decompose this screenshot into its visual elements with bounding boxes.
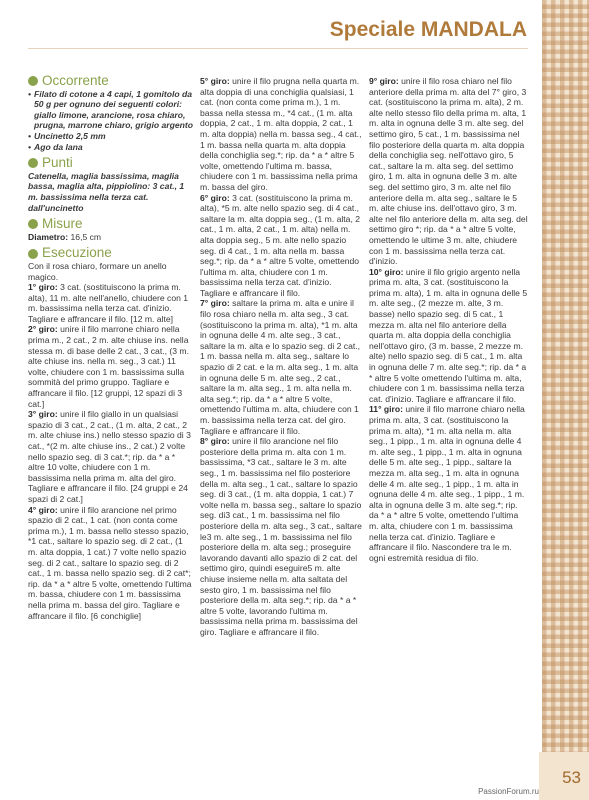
step-1: 1° giro: 3 cat. (sostituiscono la prima m. alta), 11 m. alte nell'anello, chiudere con 1 m. bassissima nella terza cat. d'inizio. Tagliare e affrancare il filo. [12 m. alte] (28, 282, 189, 324)
section-esecuzione (28, 245, 193, 261)
list-item: • Filato di cotone a 4 capi, 1 gomitolo da 50 g per ognuno dei seguenti colori: giallo limone, arancione, rosa chiaro, prugna, marrone chiaro, grigio argento (28, 89, 193, 131)
section-title: Punti (42, 155, 73, 171)
gingham-border (542, 0, 589, 800)
section-title: Occorrente (42, 73, 109, 88)
list-item: • Ago da lana (28, 142, 193, 153)
section-punti (28, 155, 193, 171)
intro-text: Con il rosa chiaro, formare un anello magico. (28, 260, 167, 282)
step-7: 7° giro: saltare la prima m. alta e unire il filo rosa chiaro nella m. alta seg., 3 cat. (sostituiscono la prima m. alta), *1 m. alta in ognuna delle 4 m. alte seg., 3 cat., saltare la m. alta e lo spazio seg. di 2 cat., 1 m. bassa nella m. alta seg., saltare lo spazio di 2 cat. e la m. alta seg., 1 m. alta in ognuna delle 5 m. alte seg., 2 cat., saltare la m. alta seg., 1 m. alta nella m. alta seg.*; rip. da * a * altre 5 volte, omettendo l'ultima m. alta, chiudere con 1 m. bassissima nella terza cat. del giro. Tagliare e affrancare il filo. (200, 298, 361, 436)
step-2: 2° giro: unire il filo marrone chiaro nella prima m., 2 cat., 2 m. alte chiuse ins. nella stessa m. di base delle 2 cat., 3 cat., (3 m. alte chiuse ins. nella m. seg., 3 cat.) 11 volte, chiudere con 1 m. bassissima sulla sommità del primo gruppo. Tagliare e affrancare il filo. [12 gruppi, 12 spazi di 3 cat.] (28, 324, 189, 409)
header-divider (28, 48, 528, 49)
step-5: 5° giro: unire il filo prugna nella quarta m. alta doppia di una conchiglia qualsiasi, 1 cat. (non conta come prima m.), 1 m. bassa nella stessa m., *4 cat., (1 m. alta doppia, 2 cat., 1 m. alta doppia, 2 cat., 1 m. alta doppia) nella m. bassa seg., 4 cat., 1 m. bassa nella quarta m. alta doppia della conchiglia seg.*; rip. da * a * altre 5 volte, omettendo l'ultima m. bassa, chiudere con 1 m. bassissima nella prima m. bassa del giro. (200, 76, 362, 192)
column-2 (200, 76, 362, 637)
footer-watermark: PassionForum.ru (478, 787, 539, 796)
green-dot-icon (28, 249, 38, 259)
green-dot-icon (28, 219, 38, 229)
step-9: 9° giro: unire il filo rosa chiaro nel filo anteriore della prima m. alta del 7° giro, 3 cat. (sostituiscono la prima m. alta), 2 m. alte nello stesso filo della prima m. alta, 1 m. alta in ognuna delle 3 m. alte seg. del settimo giro, 5 cat., 1 m. bassissima nel filo posteriore della quarta m. alta doppia della conchiglia seg. nell'ottavo giro, 5 cat., saltare la m. alta seg. del settimo giro, 1 m. alta in ognuna delle 3 m. alte seg. del settimo giro, 3 m. alte nel filo anteriore della m. alta seg., saltare le 5 m. alte chiuse ins. dell'ottavo giro, 3 m. alte nel filo anteriore della m. alta seg. del settimo giro *; rip. da * a * altre 5 volte, omettendo le ultime 3 m. alte, chiudere con 1 m. bassissima nella terza cat. d'inizio. (369, 76, 528, 267)
measure-label: Diametro: (28, 231, 69, 242)
measure-value: 16,5 cm (70, 231, 102, 242)
step-8: 8° giro: unire il filo arancione nel filo posteriore della prima m. alta con 1 m. bassissima, *3 cat., saltare le 3 m. alte seg., 1 m. bassissima nel filo posteriore della m. alta seg., 1 cat., saltare lo spazio seg. di 3 cat., (1 m. alta doppia, 1 cat.) 7 volte nella m. bassa seg., saltare lo spazio seg. di3 cat., 1 m. bassissima nel filo posteriore della m. alta seg., 3 cat., saltare le3 m. alte seg., 1 m. bassissima nel filo posteriore della m. alta seg.; proseguire lavorando davanti allo spazio di 2 cat. del settimo giro, quindi eseguire5 m. alte chiuse insieme nella m. alta saltata del sesto giro, 1 m. bassissima nel filo posteriore della m. alta seg.*; rip. da * a * altre 5 volte, lavorando l'ultima m. bassissima nella prima m. bassissima del giro. Tagliare e affrancare il filo. (200, 436, 362, 637)
page-header-title: Speciale MANDALA (329, 18, 527, 41)
step-11: 11° giro: unire il filo marrone chiaro nella prima m. alta, 3 cat. (sostituiscono la prima m. alta), *1 m. alta nella m. alta seg., 1 pipp., 1 m. alta in ognuna delle 4 m. alte seg., 1 pipp., 1 m. alta in ognuna delle 5 m. alte seg., 1 pipp., saltare la mezza m. alta seg., 1 m. alta in ognuna delle 4 m. alte seg., 1 pipp., 1 m. alta in ognuna delle 4 m. alte seg., 1 pipp., 1 m. alta in ognuna delle 3 m. alte seg.*; rip. da * a * altre 5 volte, omettendo l'ultima m. alta, chiudere con 1 m. bassissima nella terza cat. d'inizio. Tagliare e affrancare il filo. Nascondere tra le m. ogni estremità residua di filo. (369, 404, 525, 563)
section-title: Esecuzione (42, 245, 112, 261)
step-10: 10° giro: unire il filo grigio argento nella prima m. alta, 3 cat. (sostituiscono la prima m. alta), 1 m. alta in ognuna delle 5 m. alte seg., (2 mezze m. alte, 3 m. basse) nello spazio seg. di 5 cat., 1 mezza m. alta nel filo anteriore della quarta m. alta doppia della conchiglia nell'ottavo giro, (3 m. basse, 2 mezze m. alte) nello spazio seg. di 5 cat., 1 m. alta in ognuna delle 7 m. alte seg.*; rip. da * a * altre 5 volte omettendo l'ultima m. alta, chiudere con 1 m. bassissima nella terza cat. d'inizio. Tagliare e affrancare il filo. (369, 266, 528, 404)
step-4: 4° giro: unire il filo arancione nel primo spazio di 2 cat., 1 cat. (non conta come prima m.), 1 m. bassa nello stesso spazio, *1 cat., saltare lo spazio seg. di 2 cat., (1 m. alta doppia, 1 cat.) 7 volte nello spazio seg. di 2 cat., saltare lo spazio seg. di 2 cat., 1 m. bassa nello spazio seg. di 2 cat*; rip. da * a * altre 5 volte, omettendo l'ultima m. bassa, chiudere con 1 m. bassissima nella prima m. bassa del giro. Tagliare e affrancare il filo. [6 conchiglie] (28, 504, 192, 621)
section-occorrente (28, 73, 193, 88)
column-3 (369, 76, 529, 563)
column-1 (28, 73, 194, 621)
section-misure (28, 216, 193, 232)
page-number: 53 (562, 768, 581, 787)
materials-list (28, 89, 193, 153)
step-3: 3° giro: unire il filo giallo in un qualsiasi spazio di 3 cat., 2 cat., (1 m. alta, 2 cat., 2 m. alte chiuse ins.) nello stesso spazio di 3 cat., *(2 m. alte chiuse ins., 2 cat.) 2 volte nello spazio seg. di 3 cat.*; rip. da * a * altre 10 volte, chiudere con 1 m. bassissima nella prima m. alta del giro. Tagliare e affrancare il filo. [24 gruppi e 24 spazi di 2 cat.] (28, 409, 191, 504)
measure-line (28, 232, 193, 243)
step-6: 6° giro: 3 cat. (sostituiscono la prima m. alta), *5 m. alte nello spazio seg. di 4 cat., saltare la m. alta doppia seg., (1 m. alta, 2 cat., 1 m. alta, 2 cat., 1 m. alta) nella m. alta doppia seg., 5 m. alte nello spazio seg. di 4 cat., 1 m. alta nella m. bassa seg.*; rip. da * a * altre 5 volte, omettendo l'ultima m. alta, chiudere con 1 m. bassissima nella terza cat. d'inizio. Tagliare e affrancare il filo. (200, 192, 361, 298)
stitches-text: Catenella, maglia bassissima, maglia bassa, maglia alta, pippiolino: 3 cat., 1 m. bassissima nella terza cat. dall'uncinetto (28, 170, 185, 213)
list-item: • Uncinetto 2,5 mm (28, 131, 193, 142)
green-dot-icon (28, 158, 38, 168)
green-dot-icon (28, 76, 38, 86)
section-title: Misure (42, 216, 83, 232)
